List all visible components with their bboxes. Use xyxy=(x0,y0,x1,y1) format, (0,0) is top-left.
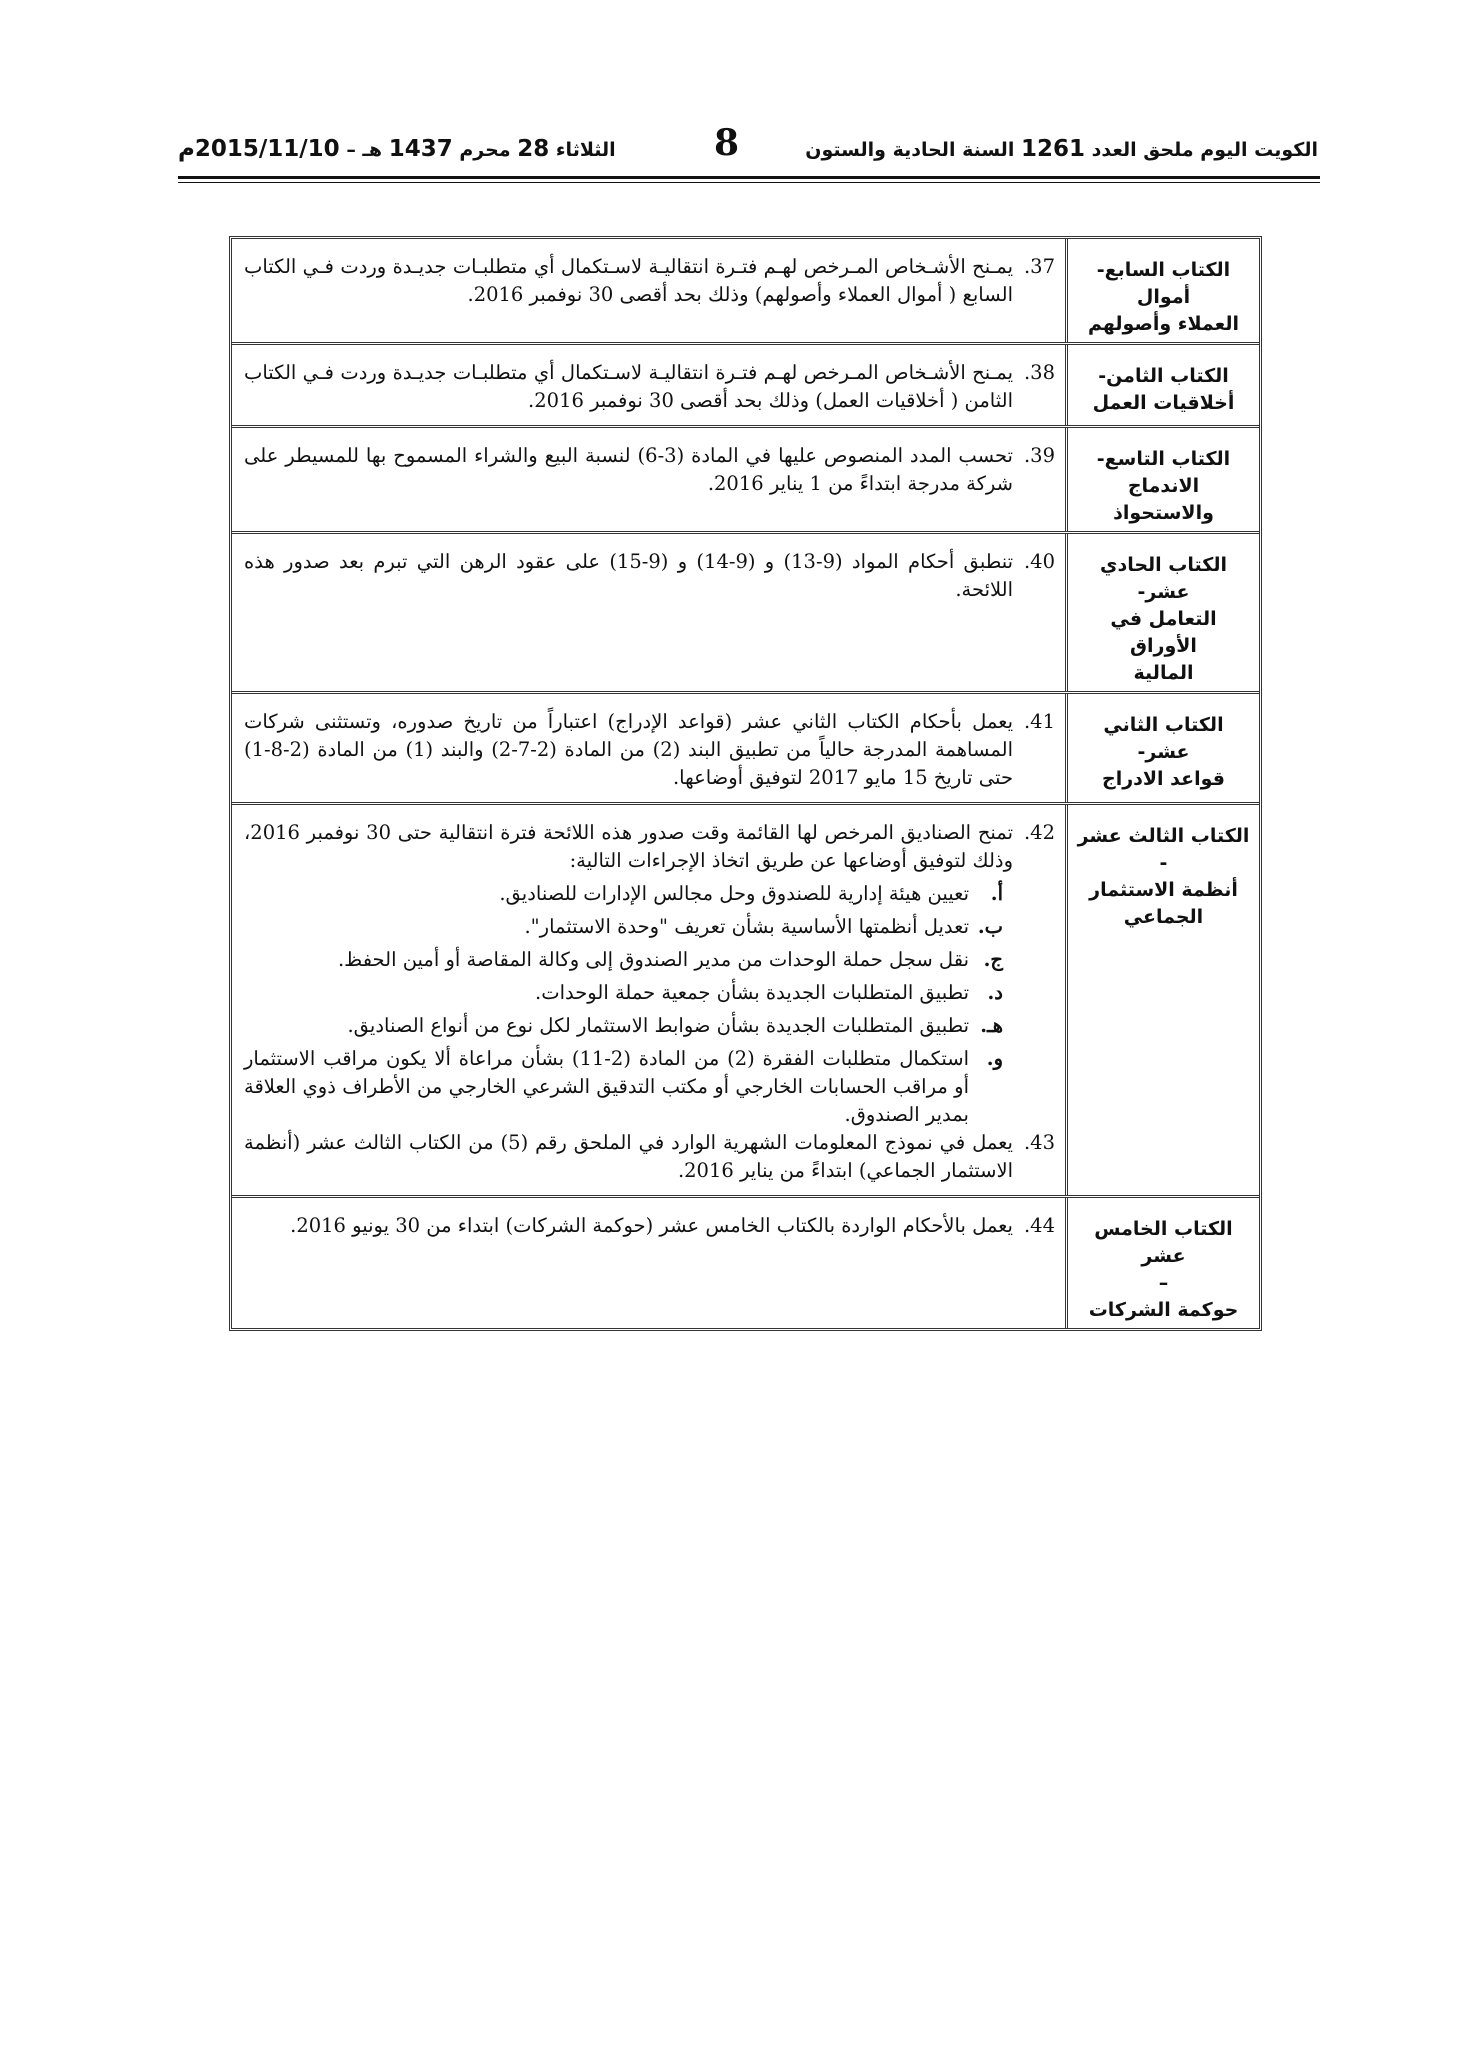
sub-provision-letter: ج. xyxy=(983,948,1003,971)
book-title-line: التعامل في الأوراق xyxy=(1110,608,1217,657)
book-title-line: الكتاب الثامن- xyxy=(1098,365,1229,387)
book-title-line: الكتاب الثالث عشر - xyxy=(1077,825,1250,874)
book-title-cell xyxy=(1065,239,1259,342)
sub-provision-item xyxy=(244,1045,1003,1129)
sub-provision-item xyxy=(244,946,1003,974)
provision-item xyxy=(244,442,1055,498)
book-title-line: قواعد الادراج xyxy=(1102,768,1225,790)
book-title-line: أخلاقيات العمل xyxy=(1092,392,1235,414)
table-row xyxy=(232,345,1259,428)
provision-item xyxy=(244,1129,1055,1185)
table-row xyxy=(232,694,1259,805)
provision-cell xyxy=(232,534,1065,691)
sub-provision-text: نقل سجل حملة الوحدات من مدير الصندوق إلى وكالة المقاصة أو أمين الحفظ. xyxy=(337,948,969,971)
sub-provision-item xyxy=(244,913,1003,941)
book-title-cell xyxy=(1065,534,1259,691)
header-year-label: السنة الحادية والستون xyxy=(805,139,1015,161)
table-row xyxy=(232,428,1259,534)
table-row xyxy=(232,534,1259,694)
provision-cell xyxy=(232,1198,1065,1328)
book-title-line: الكتاب الثاني عشر- xyxy=(1103,714,1224,763)
header-date xyxy=(178,136,616,162)
header-divider xyxy=(178,176,1320,179)
sub-provision-letter: ب. xyxy=(977,915,1003,938)
page-header xyxy=(178,118,1318,178)
header-publication-info xyxy=(805,136,1318,162)
header-hijri-year: 1437 xyxy=(388,136,453,162)
sub-provision-text: تطبيق المتطلبات الجديدة بشأن جمعية حملة الوحدات. xyxy=(535,981,969,1004)
book-title-line: العملاء وأصولهم xyxy=(1087,313,1240,335)
sub-provision-item xyxy=(244,880,1003,908)
provision-number: 38. xyxy=(1023,361,1055,384)
book-title-line: الجماعي xyxy=(1123,906,1204,928)
header-supplement-label: ملحق العدد xyxy=(1091,139,1194,161)
provision-item xyxy=(244,359,1055,415)
book-title-line: الكتاب الحادي عشر- xyxy=(1100,554,1227,603)
header-weekday: الثلاثاء xyxy=(555,139,616,161)
sub-provision-item xyxy=(244,979,1003,1007)
header-divider-thin xyxy=(178,182,1320,183)
provision-text: تحسب المدد المنصوص عليها في المادة (3-6) لنسبة البيع والشراء المسموح بها للمسيطر على شركة مدرجة ابتداءً من 1 يناير 2016. xyxy=(244,444,1013,495)
provision-number: 44. xyxy=(1023,1214,1055,1237)
book-title-cell xyxy=(1065,428,1259,531)
sub-provision-text: استكمال متطلبات الفقرة (2) من المادة (2-11) بشأن مراعاة ألا يكون مراقب الاستثمار أو مراقب الحسابات الخارجي أو مكتب التدقيق الشرعي الخارجي من الأطراف ذوي العلاقة بمدير الصندوق. xyxy=(244,1047,969,1126)
provision-text: يعمل بالأحكام الواردة بالكتاب الخامس عشر (حوكمة الشركات) ابتداء من 30 يونيو 2016. xyxy=(290,1214,1013,1237)
provision-text: تمنح الصناديق المرخص لها القائمة وقت صدور هذه اللائحة فترة انتقالية حتى 30 نوفمبر 2016، وذلك لتوفيق أوضاعها عن طريق اتخاذ الإجراءات التالية: xyxy=(244,821,1013,872)
header-hijri-day: 28 xyxy=(517,136,550,162)
provision-item xyxy=(244,548,1055,604)
table-row xyxy=(232,1198,1259,1328)
sub-provision-letter: أ. xyxy=(990,882,1003,905)
provision-text: يمـنح الأشـخاص المـرخص لهـم فتـرة انتقاليـة لاسـتكمال أي متطلبـات جديـدة وردت فـي الكتاب الثامن ( أخلاقيات العمل) وذلك بحد أقصى 30 نوفمبر 2016. xyxy=(244,361,1013,412)
provision-number: 41. xyxy=(1023,710,1055,733)
sub-provision-letter: هـ. xyxy=(980,1014,1003,1037)
sub-provision-text: تعديل أنظمتها الأساسية بشأن تعريف "وحدة الاستثمار". xyxy=(524,915,969,938)
provision-number: 39. xyxy=(1023,444,1055,467)
header-hijri-month: محرم xyxy=(459,139,511,161)
sub-provision-letter: د. xyxy=(987,981,1003,1004)
book-title-cell xyxy=(1065,345,1259,425)
book-title-line: الاندماج والاستحواذ xyxy=(1113,475,1214,524)
provision-item xyxy=(244,253,1055,309)
table-row xyxy=(232,239,1259,345)
sub-provision-letter: و. xyxy=(986,1047,1003,1070)
provision-number: 43. xyxy=(1023,1131,1055,1154)
header-publication-name: الكويت اليوم xyxy=(1200,139,1318,161)
provision-text: تنطبق أحكام المواد (9-13) و (9-14) و (9-15) على عقود الرهن التي تبرم بعد صدور هذه اللائحة. xyxy=(244,550,1014,601)
sub-provision-text: تعيين هيئة إدارية للصندوق وحل مجالس الإدارات للصناديق. xyxy=(499,882,969,905)
provision-number: 40. xyxy=(1023,550,1055,573)
sub-provision-item xyxy=(244,1012,1003,1040)
provision-cell xyxy=(232,345,1065,425)
book-title-line: – xyxy=(1158,1272,1169,1294)
provision-number: 37. xyxy=(1023,255,1055,278)
provision-item xyxy=(244,708,1055,792)
book-title-cell xyxy=(1065,694,1259,802)
header-issue-number: 1261 xyxy=(1020,136,1085,162)
book-title-line: أنظمة الاستثمار xyxy=(1089,879,1238,901)
book-title-cell xyxy=(1065,805,1259,1195)
provision-item xyxy=(244,819,1055,875)
provision-item xyxy=(244,1212,1055,1240)
book-title-line: الكتاب الخامس عشر xyxy=(1094,1218,1233,1267)
book-title-line: المالية xyxy=(1133,662,1194,684)
book-title-line: الكتاب السابع- أموال xyxy=(1096,259,1231,308)
sub-provision-text: تطبيق المتطلبات الجديدة بشأن ضوابط الاستثمار لكل نوع من أنواع الصناديق. xyxy=(347,1014,969,1037)
provision-cell xyxy=(232,239,1065,342)
provision-text: يعمل بأحكام الكتاب الثاني عشر (قواعد الإدراج) اعتباراً من تاريخ صدوره، وتستثنى شركات المساهمة المدرجة حالياً من تطبيق البند (2) من المادة (2-7-2) والبند (1) من المادة (2-8-1) حتى تاريخ 15 مايو 2017 لتوفيق أوضاعها. xyxy=(244,710,1013,789)
provision-number: 42. xyxy=(1023,821,1055,844)
book-title-line: الكتاب التاسع- xyxy=(1096,448,1231,470)
book-title-cell xyxy=(1065,1198,1259,1328)
header-hijri-suffix: هـ – xyxy=(346,139,383,161)
provision-cell xyxy=(232,694,1065,802)
table-row xyxy=(232,805,1259,1198)
provision-text: يعمل في نموذج المعلومات الشهرية الوارد في الملحق رقم (5) من الكتاب الثالث عشر (أنظمة الاستثمار الجماعي) ابتداءً من يناير 2016. xyxy=(244,1131,1013,1182)
book-title-line: حوكمة الشركات xyxy=(1088,1299,1239,1321)
provision-text: يمـنح الأشـخاص المـرخص لهـم فتـرة انتقاليـة لاسـتكمال أي متطلبـات جديـدة وردت فـي الكتاب السابع ( أموال العملاء وأصولهم) وذلك بحد أقصى 30 نوفمبر 2016. xyxy=(244,255,1013,306)
header-gregorian-date: 2015/11/10م xyxy=(178,136,340,162)
transition-provisions-table xyxy=(229,236,1262,1331)
provision-cell xyxy=(232,428,1065,531)
provision-cell xyxy=(232,805,1065,1195)
page-number: 8 xyxy=(714,122,740,164)
